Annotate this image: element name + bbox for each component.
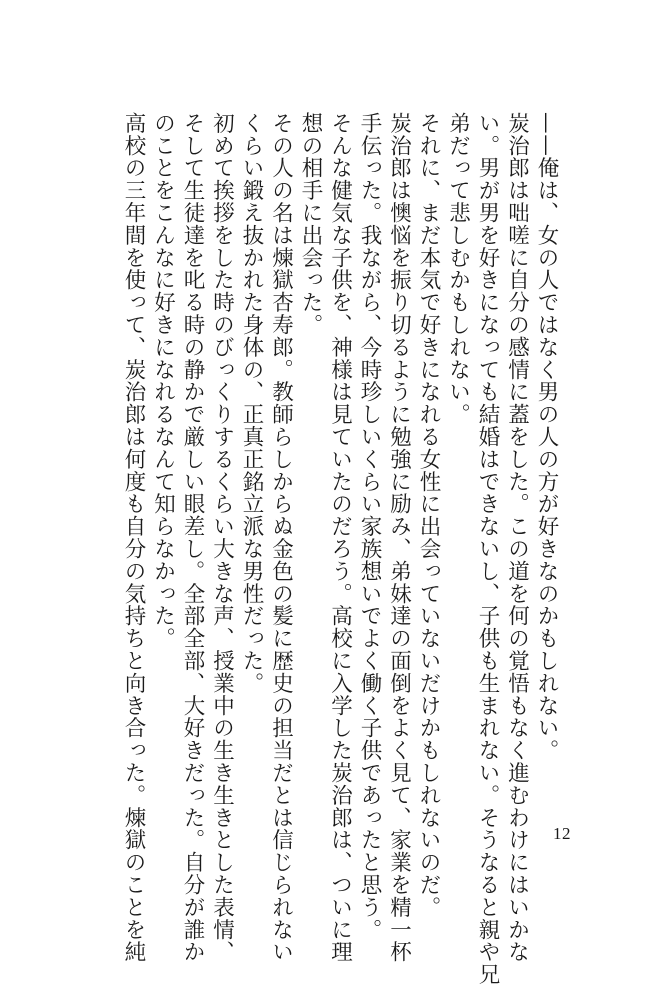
text-line: 想の相手に出会った。 (298, 112, 323, 336)
page-number: 12 (553, 824, 571, 843)
text-line: そして生徒達を叱る時の静かで厳しい眼差し。全部全部、大好きだった。自分が誰か (180, 112, 205, 964)
text-line: い。男が男を好きになっても結婚はできないし、子供も生まれない。そうなると親や兄 (475, 112, 500, 986)
text-line: 弟だって悲しむかもしれない。 (445, 112, 471, 426)
text-line: ——俺は、女の人ではなく男の人の方が好きなのかもしれない。 (534, 112, 559, 762)
text-line: そんな健気な子供を、神様は見ていたのだろう。高校に入学した炭治郎は、ついに理 (327, 112, 353, 964)
text-line: 高校の三年間を使って、炭治郎は何度も自分の気持ちと向き合った。煉獄のことを純 (121, 112, 146, 964)
text-line: それに、まだ本気で好きになれる女性に出会っていないだけかもしれないのだ。 (416, 112, 441, 919)
text-line: 初めて挨拶をした時のびっくりするくらい大きな声、授業中の生き生きとした表情、 (209, 112, 235, 964)
text-line: のことをこんなに好きになれるなんて知らなかった。 (150, 112, 176, 650)
text-line: 手伝った。我ながら、今時珍しいくらい家族想いでよく働く子供であったと思う。 (357, 112, 382, 941)
text-line: くらい鍛え抜かれた身体の、正真正銘立派な男性だった。 (239, 112, 264, 695)
text-line: 炭治郎は懊悩を振り切るように勉強に励み、弟妹達の面倒をよく見て、家業を精一杯 (386, 112, 412, 964)
text-line: 炭治郎は咄嗟に自分の感情に蓋をした。この道を何の覚悟もなく進むわけにはいかな (504, 112, 530, 964)
text-line: その人の名は煉獄杏寿郎。教師らしからぬ金色の髪に歴史の担当だとは信じられない (268, 112, 294, 964)
